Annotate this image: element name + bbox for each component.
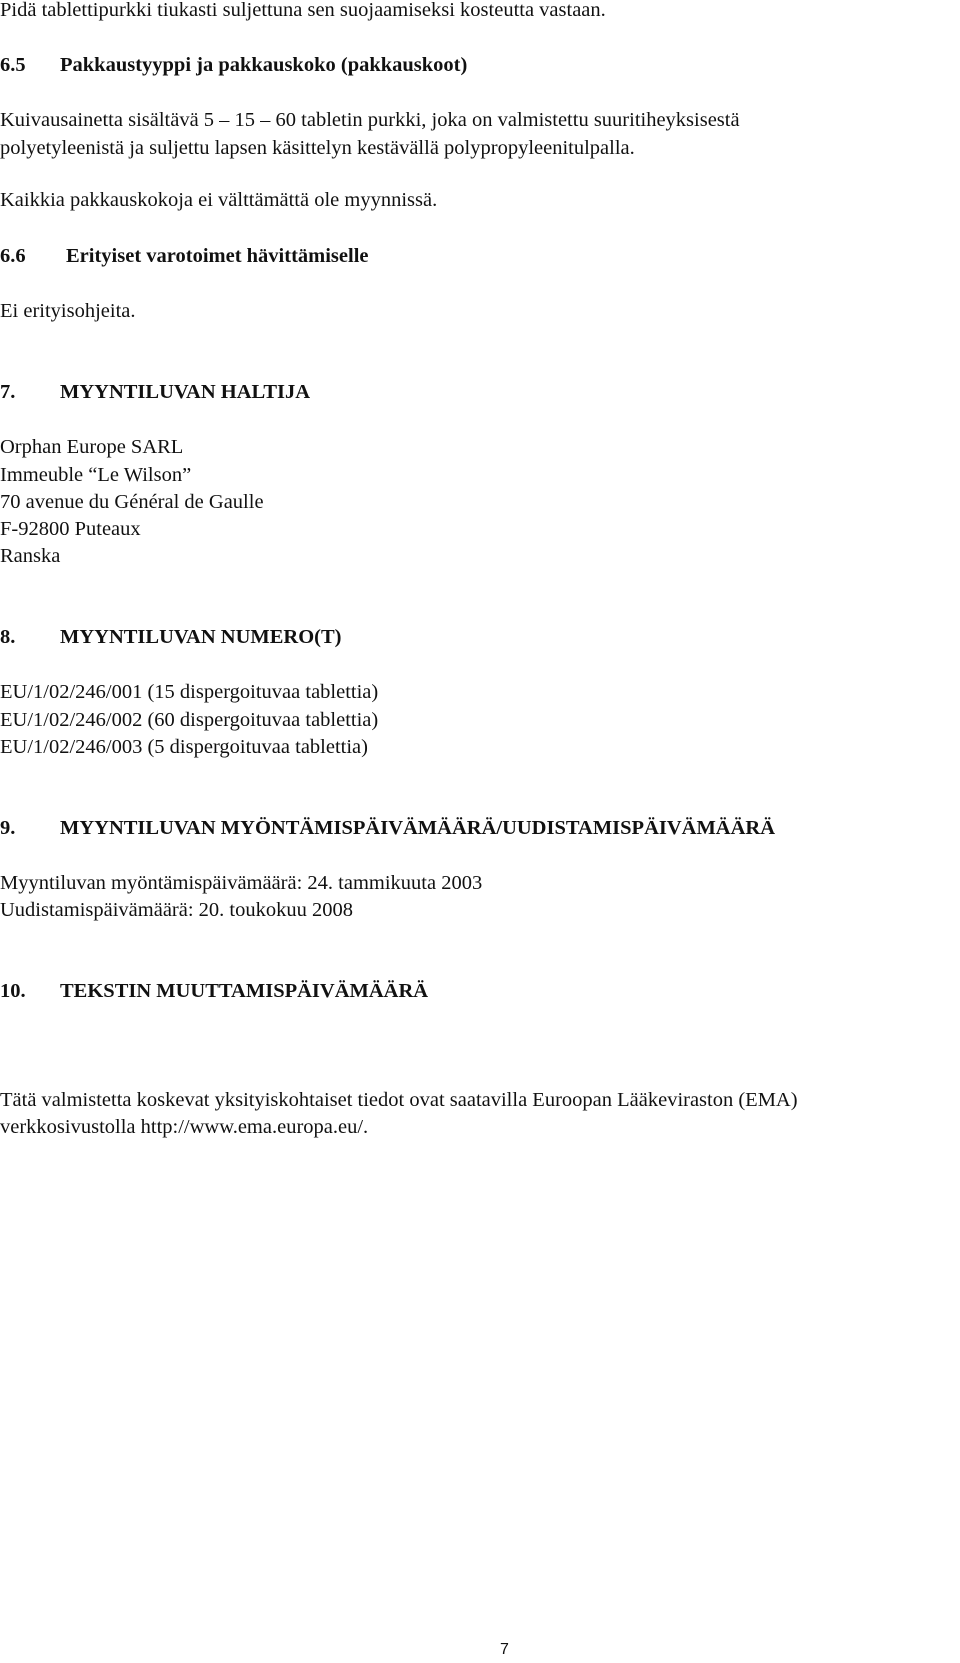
section-title: Pakkaustyyppi ja pakkauskoko (pakkauskoot)	[60, 54, 468, 76]
section-6-5-heading	[0, 51, 467, 79]
disposal-text: Ei erityisohjeita.	[0, 300, 136, 322]
page-number: 7	[500, 1641, 509, 1658]
ema-info-line: Tätä valmistetta koskevat yksityiskohtaiset tiedot ovat saatavilla Euroopan Lääkeviraston (EMA)	[0, 1089, 798, 1111]
ema-info-line: verkkosivustolla http://www.ema.europa.eu/.	[0, 1116, 369, 1138]
section-title: TEKSTIN MUUTTAMISPÄIVÄMÄÄRÄ	[60, 980, 429, 1002]
section-9-heading	[0, 814, 775, 842]
date-line: Myyntiluvan myöntämispäivämäärä: 24. tammikuuta 2003	[0, 872, 483, 894]
section-title: MYYNTILUVAN HALTIJA	[60, 381, 311, 403]
address-line: 70 avenue du Général de Gaulle	[0, 491, 264, 513]
intro-line: Pidä tablettipurkki tiukasti suljettuna sen suojaamiseksi kosteutta vastaan.	[0, 0, 606, 21]
section-number: 6.6	[0, 245, 26, 267]
address-line: Orphan Europe SARL	[0, 436, 184, 458]
section-6-6-heading	[0, 242, 369, 270]
section-8-heading	[0, 623, 342, 651]
section-10-heading	[0, 977, 428, 1005]
pack-size-note: Kaikkia pakkauskokoja ei välttämättä ole myynnissä.	[0, 189, 438, 211]
section-title: MYYNTILUVAN NUMERO(T)	[60, 626, 342, 648]
authorisation-number-line: EU/1/02/246/001 (15 dispergoituvaa tablettia)	[0, 681, 379, 703]
address-line: Ranska	[0, 545, 61, 567]
section-number: 6.5	[0, 54, 26, 76]
section-number: 7.	[0, 381, 16, 403]
paragraph-line: Kuivausainetta sisältävä 5 – 15 – 60 tabletin purkki, joka on valmistettu suuritiheyksisestä	[0, 109, 740, 131]
section-number: 8.	[0, 626, 16, 648]
date-line: Uudistamispäivämäärä: 20. toukokuu 2008	[0, 899, 353, 921]
section-title: Erityiset varotoimet hävittämiselle	[66, 245, 369, 267]
address-line: F-92800 Puteaux	[0, 518, 141, 540]
address-line: Immeuble “Le Wilson”	[0, 464, 192, 486]
authorisation-number-line: EU/1/02/246/003 (5 dispergoituvaa tablettia)	[0, 736, 368, 758]
section-number: 10.	[0, 980, 26, 1002]
paragraph-line: polyetyleenistä ja suljettu lapsen käsittelyn kestävällä polypropyleenitulpalla.	[0, 137, 635, 159]
section-number: 9.	[0, 817, 16, 839]
authorisation-number-line: EU/1/02/246/002 (60 dispergoituvaa tablettia)	[0, 709, 379, 731]
section-7-heading	[0, 378, 310, 406]
section-title: MYYNTILUVAN MYÖNTÄMISPÄIVÄMÄÄRÄ/UUDISTAMISPÄIVÄMÄÄRÄ	[60, 817, 776, 839]
